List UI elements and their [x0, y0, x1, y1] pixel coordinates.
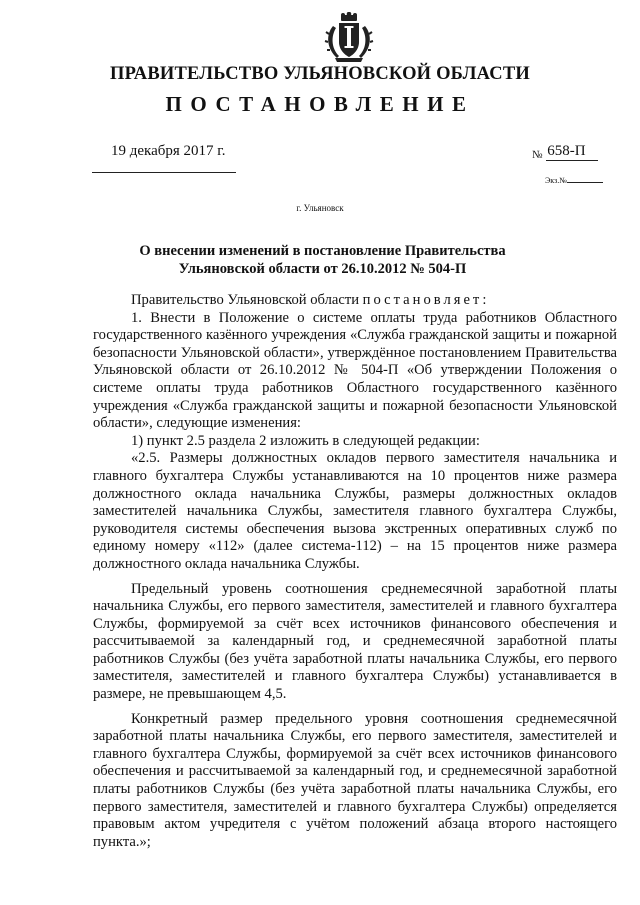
- paragraph-1: 1. Внести в Положение о системе оплаты труда работников Областного государственного казённого учреждения «Служба гражданской защиты и пожарной безопасности Ульяновской области», утверждённое постановлением Правительства Ульяновской области от 26.10.2012 № 504-П «Об утверждении Положения о системе оплаты труда работников Областного государственного казённого учреждения «Служба гражданской защиты и пожарной безопасности Ульяновской области», следующие изменения:: [93, 309, 617, 432]
- organization-title: ПРАВИТЕЛЬСТВО УЛЬЯНОВСКОЙ ОБЛАСТИ: [110, 64, 530, 84]
- paragraph-5: Конкретный размер предельного уровня соотношения среднемесячной заработной платы начальника Службы, его первого заместителя, заместителей и главного бухгалтера Службы, формируемой за счёт всех источников финансового обеспечения и рассчитываемой за календарный год, и среднемесячной заработной платы работников Службы (без учёта заработной платы начальника Службы, его первого заместителя, заместителей и главного бухгалтера Службы) определяется правовым актом учредителя с учётом положений абзаца второго настоящего пункта.»;: [93, 710, 617, 850]
- coat-of-arms-emblem: [323, 12, 375, 64]
- intro-prefix: Правительство Ульяновской области: [131, 292, 363, 308]
- intro-decree-word: постановляет: [362, 292, 483, 308]
- paragraph-2: 1) пункт 2.5 раздела 2 изложить в следующей редакции:: [131, 432, 480, 449]
- document-city: г. Ульяновск: [296, 203, 344, 213]
- number-prefix: №: [532, 149, 543, 161]
- document-subject: [100, 242, 545, 278]
- date-underline: [92, 172, 236, 173]
- copy-label: Экз.№: [545, 176, 567, 185]
- subject-line-2: Ульяновской области от 26.10.2012 № 504-П: [178, 261, 467, 277]
- document-type-heading: ПОСТАНОВЛЕНИЕ: [165, 92, 475, 116]
- document-date: 19 декабря 2017 г.: [111, 143, 226, 159]
- document-body: [93, 292, 617, 851]
- paragraph-4: Предельный уровень соотношения среднемесячной заработной платы начальника Службы, его первого заместителя, заместителей и главного бухгалтера Службы, формируемой за счёт всех источников финансового обеспечения и рассчитываемой за календарный год, и среднемесячной заработной платы работников Службы (без учёта заработной платы начальника Службы, его первого заместителя, заместителей и главного бухгалтера Службы) устанавливается в размере, не превышающем 4,5.: [93, 580, 617, 703]
- copy-number-block: [545, 176, 603, 185]
- subject-line-1: О внесении изменений в постановление Правительства: [139, 243, 506, 259]
- paragraph-3: «2.5. Размеры должностных окладов первого заместителя начальника и главного бухгалтера Службы устанавливаются на 10 процентов ниже размера должностного оклада начальника Службы, размеры должностных окладов заместителей начальника Службы, заместителя главного бухгалтера Службы, руководителя системы обеспечения вызова экстренных оперативных служб по единому номеру «112» (далее система-112) – на 15 процентов ниже размера должностного оклада начальника Службы.: [93, 450, 617, 572]
- intro-paragraph: [93, 292, 617, 310]
- intro-suffix: :: [482, 292, 487, 308]
- document-number-block: [532, 143, 598, 161]
- document-number: 658-П: [546, 143, 598, 161]
- copy-number-blank: [567, 182, 603, 183]
